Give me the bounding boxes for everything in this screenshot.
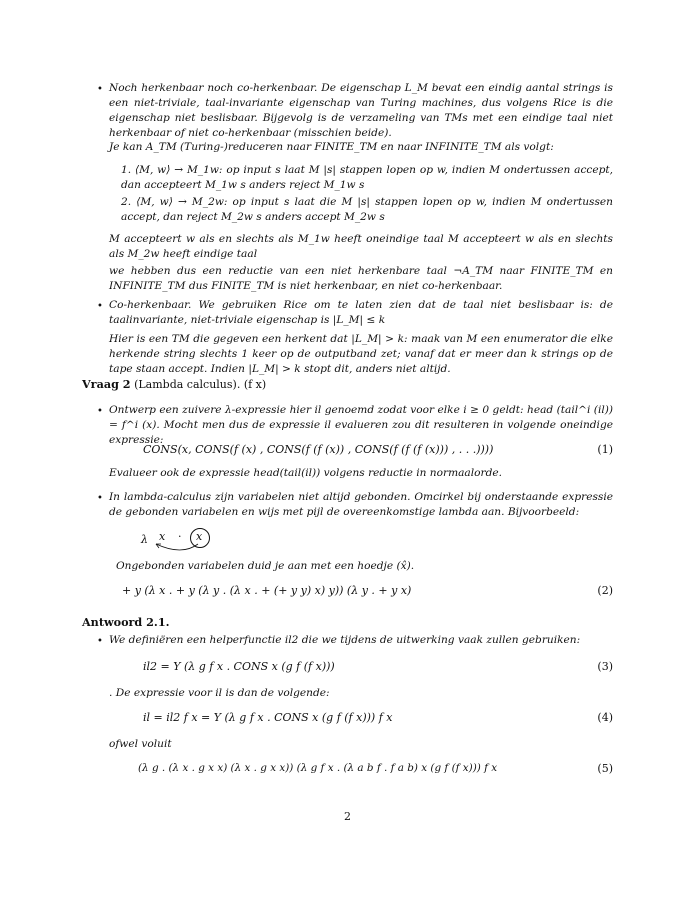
list-item: 1. ⟨M, w⟩ → M_1w: op input s laat M |s| stappen lopen op w, indien M ondertussen accept, dan accepteert M_1w s anders reject M_1w s (121, 164, 613, 191)
paragraph: Evalueer ook de expressie head(tail(il)) volgens reductie in normaalorde. (109, 467, 502, 479)
page-number: 2 (344, 810, 351, 823)
equation: il2 = Y (λ g f x . CONS x (g f (f x))) (143, 660, 335, 673)
equation-number: (4) (597, 711, 613, 724)
dot-symbol: · (178, 530, 182, 543)
bound-variable: x (159, 530, 166, 543)
lambda-example (138, 528, 218, 554)
equation-number: (2) (597, 584, 613, 597)
paragraph: we hebben dus een reductie van een niet herkenbare taal ¬A_TM naar FINITE_TM en INFINITE_TM dus FINITE_TM is niet herkenbaar, en niet co-herkenbaar. (109, 265, 613, 292)
equation-number: (5) (597, 762, 613, 775)
equation-number: (1) (597, 443, 613, 456)
answer-heading: Antwoord 2.1. (82, 615, 170, 629)
question-title: (Lambda calculus). (f x) (134, 378, 267, 391)
equation: (λ g . (λ x . g x x) (λ x . g x x)) (λ g f x . (λ a b f . f a b) x (g f (f x))) f x (138, 762, 498, 774)
bullet-marker: • (97, 406, 103, 417)
question-heading (82, 377, 266, 391)
paragraph: Noch herkenbaar noch co-herkenbaar. De eigenschap L_M bevat een eindig aantal strings is een niet-triviale, taal-invariante eigenschap van Turing machines, dus volgens Rice is die eigenschap niet beslisbaar. Bijgevolg is de verzameling van TMs met een eindige taal niet herkenbaar of niet co-herkenbaar (misschien beide). (109, 82, 613, 139)
lambda-symbol: λ (141, 533, 148, 546)
paragraph: Hier is een TM die gegeven een herkent dat |L_M| > k: maak van M een enumerator die elke herkende string slechts 1 keer op de outputband zet; vanaf dat er meer dan k strings op de tape staan accept. Indien |L_M| > k stopt dit, anders niet altijd. (109, 333, 613, 375)
paragraph: M accepteert w als en slechts als M_1w heeft oneindige taal M accepteert w als en slechts als M_2w heeft eindige taal (109, 233, 613, 260)
equation-number: (3) (597, 660, 613, 673)
equation: CONS(x, CONS(f (x) , CONS(f (f (x)) , CONS(f (f (f (x))) , . . .)))) (143, 443, 494, 456)
arrow-icon (148, 536, 208, 554)
equation: + y (λ x . + y (λ y . (λ x . + (+ y y) x) y)) (λ y . + y x) (122, 584, 412, 597)
bullet-marker: • (97, 301, 103, 312)
equation: il = il2 f x = Y (λ g f x . CONS x (g f (f x))) f x (143, 711, 393, 724)
question-label: Vraag 2 (82, 377, 131, 391)
paragraph: Ongebonden variabelen duid je aan met een hoedje (x̂). (116, 560, 415, 572)
paragraph: . De expressie voor il is dan de volgende: (109, 687, 330, 699)
paragraph: We definiëren een helperfunctie il2 die we tijdens de uitwerking vaak zullen gebruiken: (109, 634, 581, 646)
paragraph: ofwel voluit (109, 738, 172, 750)
paragraph: Ontwerp een zuivere λ-expressie hier il genoemd zodat voor elke i ≥ 0 geldt: head (tail^i (il)) = f^i (x). Mocht men dus de expressie il evalueren zou dit resulteren in volgende oneindige expressie: (109, 404, 613, 446)
bullet-marker: • (97, 84, 103, 95)
paragraph: Co-herkenbaar. We gebruiken Rice om te laten zien dat de taal niet beslisbaar is: de taalinvariante, niet-triviale eigenschap is |L_M| ≤ k (109, 299, 613, 326)
bullet-marker: • (97, 636, 103, 647)
paragraph: In lambda-calculus zijn variabelen niet altijd gebonden. Omcirkel bij onderstaande expressie de gebonden variabelen en wijs met pijl de overeenkomstige lambda aan. Bijvoorbeeld: (109, 491, 613, 518)
list-item: 2. ⟨M, w⟩ → M_2w: op input s laat die M |s| stappen lopen op w, indien M ondertussen accept, dan reject M_2w s anders accept M_2w s (121, 196, 613, 223)
bullet-marker: • (97, 493, 103, 504)
paragraph: Je kan A_TM (Turing-)reduceren naar FINITE_TM en naar INFINITE_TM als volgt: (109, 141, 554, 153)
circled-variable: x (196, 530, 203, 543)
